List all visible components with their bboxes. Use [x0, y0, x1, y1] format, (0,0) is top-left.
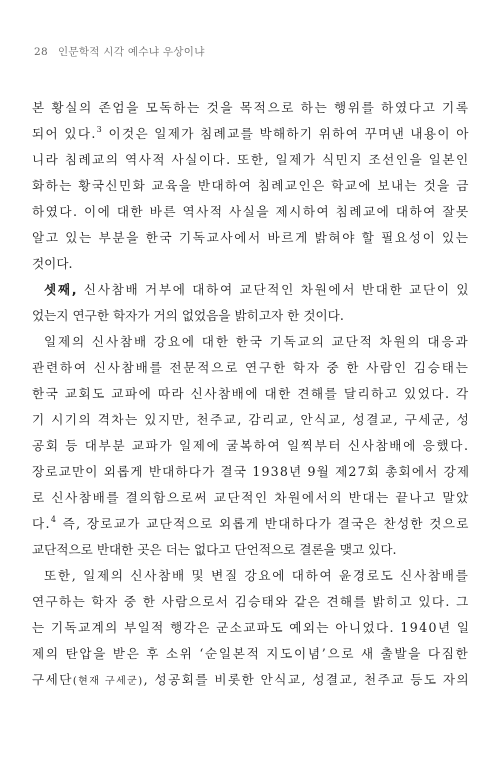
text-line: 로 신사참배를 결의함으로써 교단적인 차원에서의 반대는 끝나고 말았 — [32, 490, 470, 505]
text-line: 는 기독교계의 부일적 행각은 군소교파도 예외는 아니었다. 1940년 일 — [32, 620, 470, 635]
text-line: 장로교만이 외롭게 반대하다가 결국 1938년 9월 제27회 총회에서 강제 — [32, 464, 470, 479]
section-lead: 셋째, — [44, 282, 79, 297]
text-line: 다.$^4$ 즉, 장로교가 교단적으로 외롭게 반대하다가 결국은 찬성한 것으로 — [32, 515, 470, 531]
body-text — [32, 95, 470, 693]
text-line: 화하는 황국신민화 교육을 반대하여 침례교인은 학교에 보내는 것을 금 — [32, 178, 470, 193]
text-line: 되어 있다.$^3$ 이것은 일제가 침례교를 박해하기 위하여 꾸며낸 내용이 아 — [32, 125, 470, 141]
text-line: 교단적으로 반대한 곳은 더는 없다고 단언적으로 결론을 맺고 있다. — [32, 542, 397, 557]
footnote-marker: 4 — [50, 515, 58, 524]
text-line: 한국 교회도 교파에 따라 신사참배에 대한 견해를 달리하고 있었다. 각 — [32, 386, 470, 401]
text-line: 것이다. — [32, 256, 73, 271]
text-line: 기 시기의 격차는 있지만, 천주교, 감리교, 안식교, 성결교, 구세군, 성 — [32, 412, 470, 427]
text-line: 연구하는 학자 중 한 사람으로서 김승태와 같은 견해를 밝히고 있다. 그 — [32, 594, 470, 609]
text-line: 셋째, 신사참배 거부에 대하여 교단적인 차원에서 반대한 교단이 있 — [44, 282, 470, 297]
running-head-title: 인문학적 시각 예수냐 우상이냐 — [57, 46, 205, 58]
footnote-marker: 3 — [96, 125, 104, 134]
text-line: 하였다. 이에 대한 바른 역사적 사실을 제시하여 침례교에 대하여 잘못 — [32, 204, 470, 219]
text-line: 었는지 연구한 학자가 거의 없었음을 밝히고자 한 것이다. — [32, 308, 344, 323]
text-line: 알고 있는 부분을 한국 기독교사에서 바르게 밝혀야 할 필요성이 있는 — [32, 230, 470, 245]
text-line: 관련하여 신사참배를 전문적으로 연구한 학자 중 한 사람인 김승태는 — [32, 360, 470, 375]
text-line: 제의 탄압을 받은 후 소위 ‘순일본적 지도이념’으로 새 출발을 다짐한 — [32, 646, 470, 661]
text-line: 니라 침례교의 역사적 사실이다. 또한, 일제가 식민지 조선인을 일본인 — [32, 152, 470, 167]
text-line: 일제의 신사참배 강요에 대한 한국 기독교의 교단적 차원의 대응과 — [44, 334, 470, 349]
text-line: 구세단(현재 구세군), 성공회를 비롯한 안식교, 성결교, 천주교 등도 자의 — [32, 672, 470, 687]
text-line: 공회 등 대부분 교파가 일제에 굴복하여 일찍부터 신사참배에 응했다. — [32, 438, 470, 453]
page-number: 28 — [34, 46, 48, 58]
text-line: 또한, 일제의 신사참배 및 변질 강요에 대하여 윤경로도 신사참배를 — [44, 568, 470, 583]
running-head — [34, 44, 205, 59]
text-line: 본 황실의 존엄을 모독하는 것을 목적으로 하는 행위를 하였다고 기록 — [32, 100, 470, 115]
